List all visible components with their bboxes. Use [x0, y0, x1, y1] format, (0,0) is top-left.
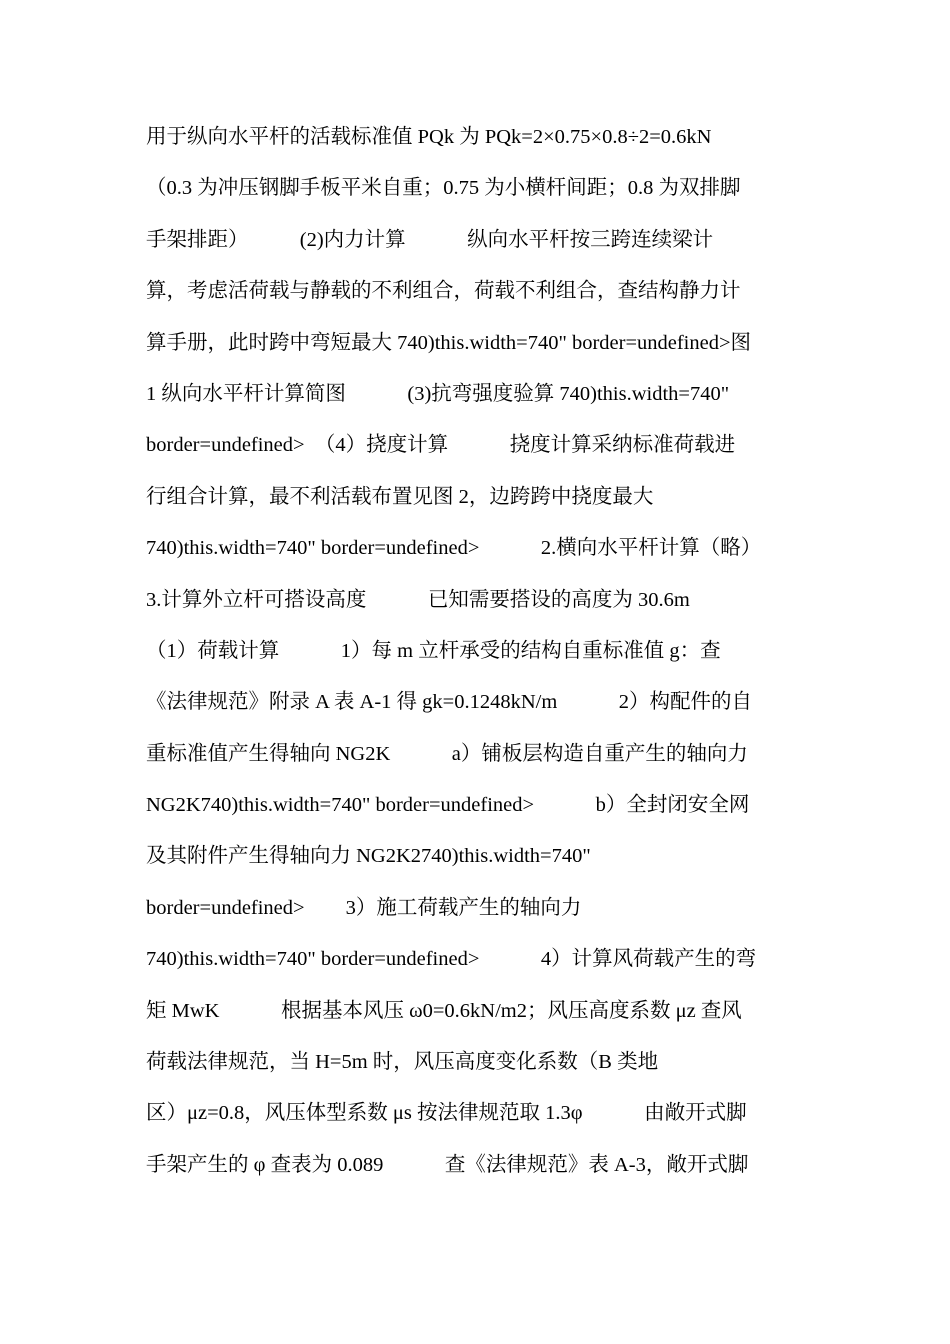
- text-line-3: 手架排距） (2)内力计算 纵向水平杆按三跨连续梁计: [146, 228, 714, 251]
- text-line-7: border=undefined> （4）挠度计算 挠度计算采纳标准荷载进: [146, 434, 736, 457]
- text-line-17: 740)this.width=740" border=undefined> 4）计算风荷载产生的弯: [146, 948, 757, 971]
- text-line-10: 3.计算外立杆可搭设高度 已知需要搭设的高度为 30.6m: [146, 588, 690, 611]
- text-line-5: 算手册，此时跨中弯短最大 740)this.width=740" border=undefined>图: [146, 331, 752, 354]
- text-line-2: （0.3 为冲压钢脚手板平米自重；0.75 为小横杆间距；0.8 为双排脚: [146, 177, 741, 200]
- text-line-6: 1 纵向水平杆计算简图 (3)抗弯强度验算 740)this.width=740": [146, 382, 730, 405]
- text-line-4: 算，考虑活荷载与静载的不利组合，荷载不利组合，查结构静力计: [146, 280, 741, 303]
- text-line-1: 用于纵向水平杆的活载标准值 PQk 为 PQk=2×0.75×0.8÷2=0.6kN: [146, 126, 712, 148]
- text-line-19: 荷载法律规范，当 H=5m 时，风压高度变化系数（B 类地: [146, 1051, 659, 1074]
- text-line-11: （1）荷载计算 1）每 m 立杆承受的结构自重标准值 g：查: [146, 639, 721, 662]
- text-line-18: 矩 MwK 根据基本风压 ω0=0.6kN/m2；风压高度系数 μz 查风: [146, 999, 742, 1022]
- text-line-21: 手架产生的 φ 查表为 0.089 查《法律规范》表 A-3，敞开式脚: [146, 1153, 749, 1176]
- text-line-8: 行组合计算，最不利活载布置见图 2，边跨跨中挠度最大: [146, 485, 654, 508]
- text-line-16: border=undefined> 3）施工荷载产生的轴向力: [146, 896, 582, 919]
- text-line-12: 《法律规范》附录 A 表 A-1 得 gk=0.1248kN/m 2）构配件的自: [146, 691, 753, 714]
- text-line-15: 及其附件产生得轴向力 NG2K2740)this.width=740": [146, 845, 591, 868]
- text-line-20: 区）μz=0.8，风压体型系数 μs 按法律规范取 1.3φ 由敞开式脚: [146, 1102, 747, 1125]
- text-line-9: 740)this.width=740" border=undefined> 2.横向水平杆计算（略）: [146, 537, 762, 560]
- text-line-14: NG2K740)this.width=740" border=undefined> b）全封闭安全网: [146, 794, 750, 817]
- document-body: [146, 112, 826, 1191]
- text-line-13: 重标准值产生得轴向 NG2K a）铺板层构造自重产生的轴向力: [146, 742, 748, 765]
